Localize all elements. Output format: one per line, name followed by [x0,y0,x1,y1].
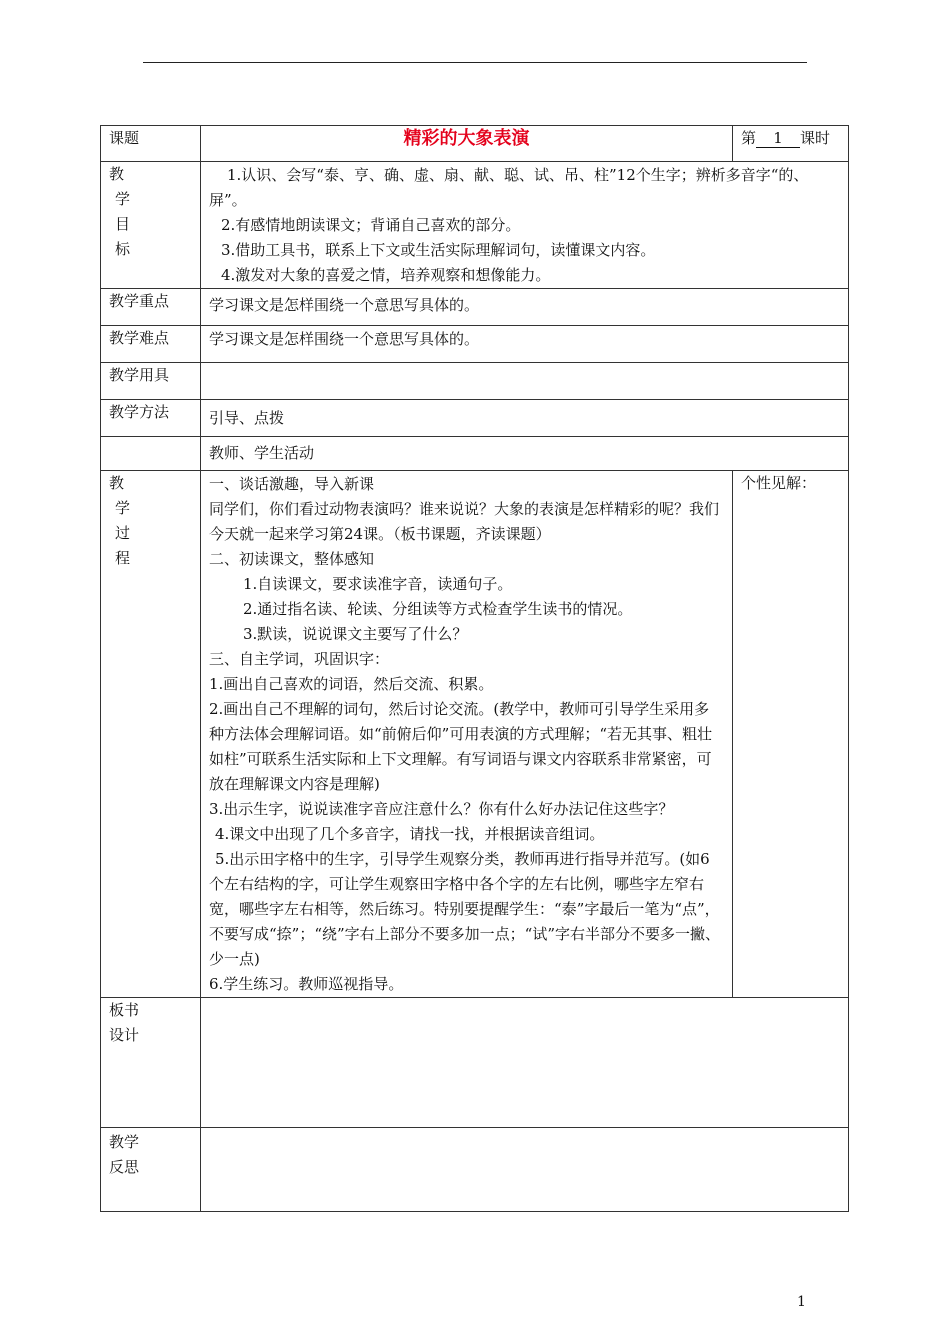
process-line: 2.通过指名读、轮读、分组读等方式检查学生读书的情况。 [243,600,633,618]
row-key-point [101,289,849,326]
row-title [101,126,849,162]
process-line: 3.默读，说说课文主要写了什么？ [243,625,468,643]
process-line: 三、自主学词，巩固识字： [209,650,390,668]
page-number: 1 [797,1294,806,1310]
label-difficulty: 教学难点 [101,326,201,363]
label-process: 教 学 过 程 [101,471,201,998]
label-key-point: 教学重点 [101,289,201,326]
process-line: 同学们，你们看过动物表演吗？谁来说说？大象的表演是怎样精彩的呢？我们今天就一起来学习第24课。（板书课题，齐读课题） [209,500,720,543]
goal-item: 4.激发对大象的喜爱之情，培养观察和想像能力。 [221,266,551,284]
row-board [101,998,849,1128]
process-line: 2.画出自己不理解的词句，然后讨论交流。(教学中，教师可引导学生采用多种方法体会理解词语。如“前俯后仰”可用表演的方式理解；“若无其事、粗壮如柱”可联系生活实际和上下文理解。有写词语与课文内容联系非常紧密，可放在理解课文内容是理解) [209,700,713,793]
lesson-prefix: 第 [741,129,757,147]
process-line: 3.出示生字，说说读准字音应注意什么？你有什么好办法记住这些字？ [209,800,674,818]
activity-blank [101,437,201,471]
process-line: 一、谈话激趣，导入新课 [209,475,375,493]
activity-header: 教师、学生活动 [201,437,849,471]
row-goals [101,162,849,289]
goal-item: 3.借助工具书，联系上下文或生活实际理解词句，读懂课文内容。 [221,241,656,259]
label-board: 板书 设计 [101,998,201,1128]
label-goals: 教 学 目 标 [101,162,201,289]
lesson-number-cell [733,126,849,162]
process-content [201,471,733,998]
tools-text [201,363,849,400]
reflection-content [201,1128,849,1212]
process-line: 4.课文中出现了几个多音字，请找一找，并根据读音组词。 [215,825,605,843]
board-content [201,998,849,1128]
lesson-plan-table [100,125,849,1212]
label-title: 课题 [101,126,201,162]
row-difficulty [101,326,849,363]
goal-item: 1.认识、会写“泰、亨、确、虚、扇、献、聪、试、吊、柱”12个生字；辨析多音字“的、屏”。 [209,166,809,209]
process-line: 6.学生练习。教师巡视指导。 [209,975,404,993]
notes-cell [733,471,849,998]
key-point-text: 学习课文是怎样围绕一个意思写具体的。 [201,289,849,326]
goal-item: 2.有感情地朗读课文；背诵自己喜欢的部分。 [221,216,521,234]
process-line: 二、初读课文，整体感知 [209,550,375,568]
label-method: 教学方法 [101,400,201,437]
row-reflection [101,1128,849,1212]
label-reflection: 教学 反思 [101,1128,201,1212]
notes-label: 个性见解： [741,474,817,492]
row-method [101,400,849,437]
process-line: 5.出示田字格中的生字，引导学生观察分类，教师再进行指导并范写。(如6个左右结构的字，可让学生观察田字格中各个字的左右比例，哪些字左窄右宽，哪些字左右相等，然后练习。特别要提醒学生：“泰”字最后一笔为“点”，不要写成“捺”；“绕”字右上部分不要多加一点；“试”字右半部分不要多一撇、少一点) [209,850,721,968]
method-text: 引导、点拨 [201,400,849,437]
row-process [101,471,849,998]
process-line: 1.画出自己喜欢的词语，然后交流、积累。 [209,675,494,693]
row-activity-header [101,437,849,471]
lesson-suffix: 课时 [800,129,831,147]
title-cell [201,126,733,162]
header-rule [143,62,807,63]
goals-content [201,162,849,289]
lesson-number: 1 [756,129,800,148]
label-tools: 教学用具 [101,363,201,400]
row-tools [101,363,849,400]
difficulty-text: 学习课文是怎样围绕一个意思写具体的。 [201,326,849,363]
process-line: 1.自读课文，要求读准字音，读通句子。 [243,575,513,593]
page-title: 精彩的大象表演 [403,128,530,149]
